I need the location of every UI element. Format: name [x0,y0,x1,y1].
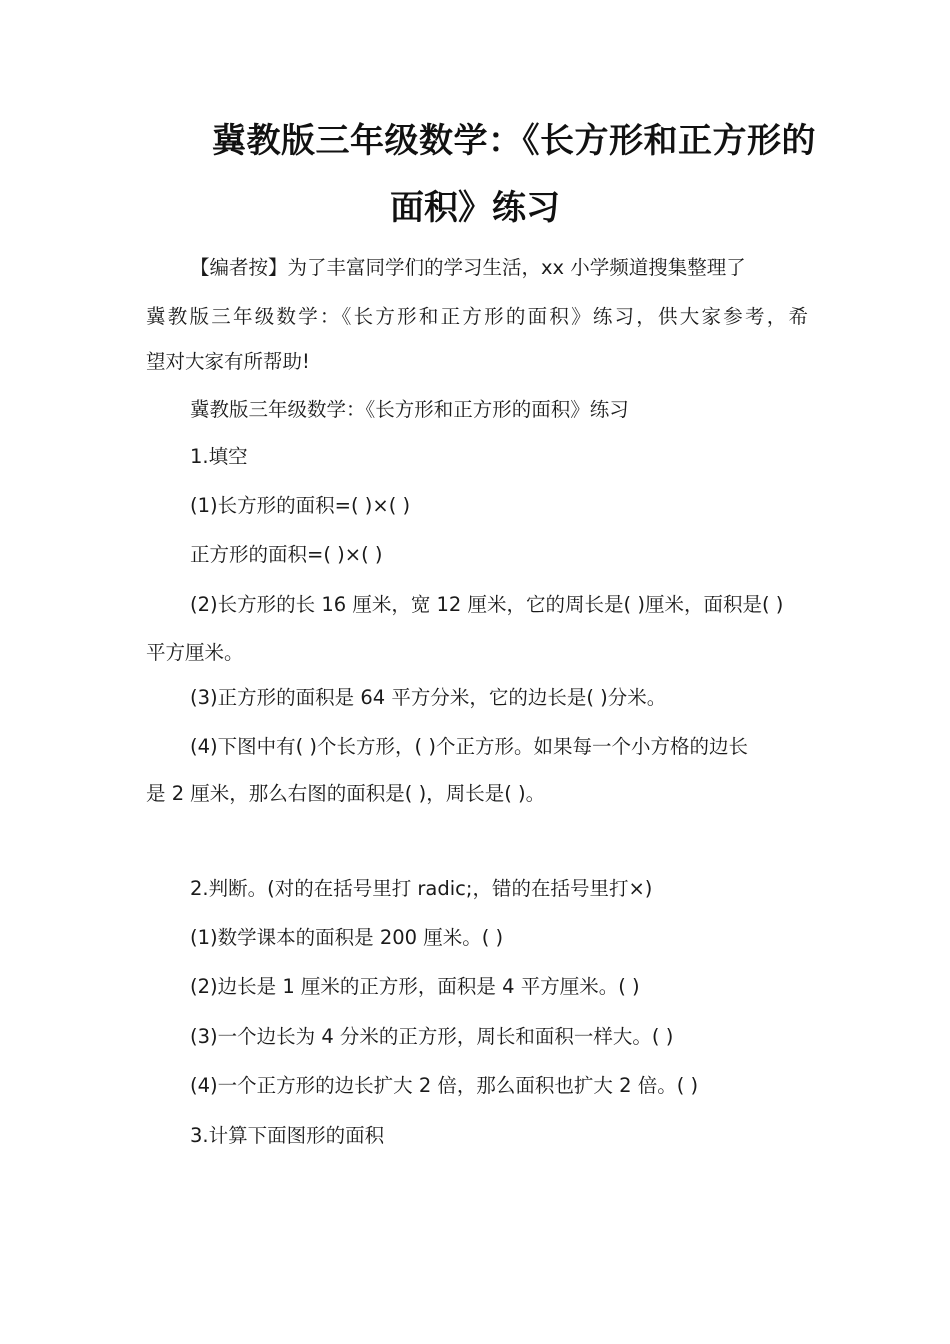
section1-q2-line2: 平方厘米。 [146,641,244,664]
section2-q1: (1)数学课本的面积是 200 厘米。( ) [190,926,504,949]
section3-heading: 3.计算下面图形的面积 [190,1124,385,1147]
subtitle: 冀教版三年级数学：《长方形和正方形的面积》练习 [190,398,629,421]
section1-q1-line1: (1)长方形的面积=( )×( ) [190,494,411,517]
section1-q4-line1: (4)下图中有( )个长方形，( )个正方形。如果每一个小方格的边长 [190,735,748,758]
section2-q3: (3)一个边长为 4 分米的正方形，周长和面积一样大。( ) [190,1025,674,1048]
intro-line-3: 望对大家有所帮助! [146,350,310,373]
section2-q2: (2)边长是 1 厘米的正方形，面积是 4 平方厘米。( ) [190,975,640,998]
document-title-line-1: 冀教版三年级数学：《长方形和正方形的 [212,121,816,161]
section1-q4-line2: 是 2 厘米，那么右图的面积是( )，周长是( )。 [146,782,546,805]
intro-line-1: 【编者按】为了丰富同学们的学习生活，xx 小学频道搜集整理了 [190,256,746,279]
section1-q1-line2: 正方形的面积=( )×( ) [190,543,383,566]
document-title-line-2: 面积》练习 [390,188,560,228]
intro-line-2: 冀教版三年级数学：《长方形和正方形的面积》练习，供大家参考，希 [146,305,808,328]
section1-heading: 1.填空 [190,445,248,468]
section2-heading: 2.判断。(对的在括号里打 radic;，错的在括号里打×) [190,877,653,900]
section1-q3: (3)正方形的面积是 64 平方分米，它的边长是( )分米。 [190,686,667,709]
section1-q2-line1: (2)长方形的长 16 厘米，宽 12 厘米，它的周长是( )厘米，面积是( ) [190,593,784,616]
section2-q4: (4)一个正方形的边长扩大 2 倍，那么面积也扩大 2 倍。( ) [190,1074,699,1097]
